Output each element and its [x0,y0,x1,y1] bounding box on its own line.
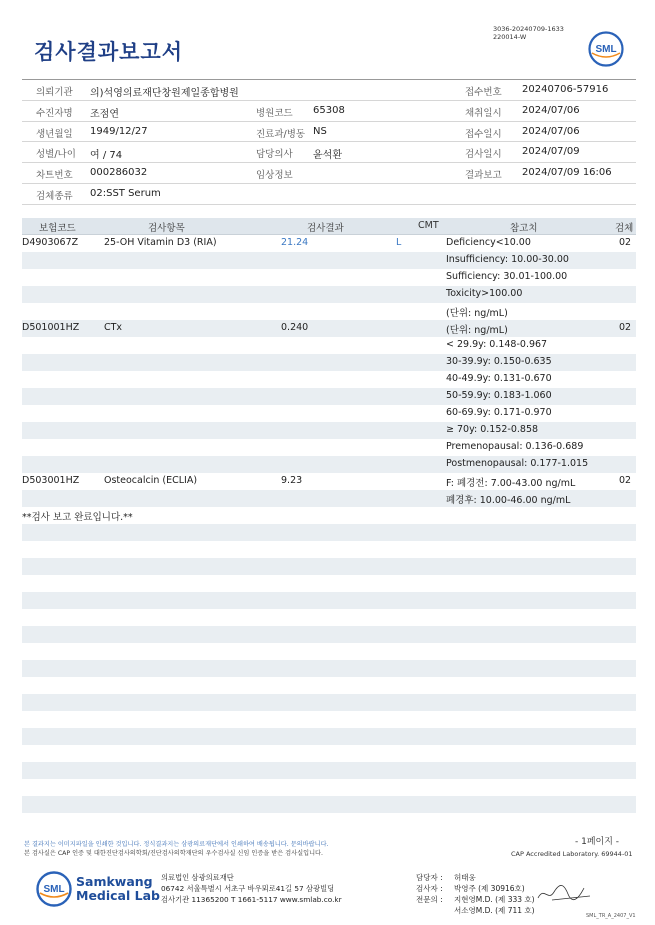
brand-line1: Samkwang [76,874,153,889]
table-row [22,320,636,337]
results-header [22,218,636,235]
cell-ref: < 29.9y: 0.148-0.967 [446,339,548,350]
table-row [22,422,636,439]
info-label: 검사일시 [465,149,502,161]
table-row [22,388,636,405]
cell-ref: Toxicity>100.00 [446,288,523,299]
blank-row [22,575,636,592]
staff-value: 허태웅 [454,873,476,882]
blank-row [22,626,636,643]
table-row [22,337,636,354]
header-value: 검사결과 [307,223,344,234]
sml-circle-icon [36,871,72,907]
info-row [22,101,636,122]
info-value: 조점연 [90,108,119,120]
staff-value: 서소영M.D. (제 711 호) [454,906,535,915]
cell-ref: 폐경후: 10.00-46.00 ng/mL [446,495,571,506]
blank-row [22,796,636,813]
results-body [22,235,636,830]
table-row [22,303,636,320]
cell-ref: (단위: ng/mL) [446,325,508,336]
info-label: 결과보고 [465,170,502,182]
blank-row [22,813,636,830]
info-value: 02:SST Serum [90,187,161,199]
info-value: NS [313,125,327,137]
cell-ref: Premenopausal: 0.136-0.689 [446,441,584,452]
cell-name: 25-OH Vitamin D3 (RIA) [104,237,217,248]
cap-accreditation: CAP Accredited Laboratory. 69944-01 [511,850,633,858]
cell-ref: 40-49.9y: 0.131-0.670 [446,373,552,384]
info-label: 접수일시 [465,128,502,140]
info-value: 2024/07/09 16:06 [522,167,612,179]
cell-report: 02 [619,475,632,486]
blank-row [22,694,636,711]
blank-row [22,558,636,575]
accreditation-notice: 본 검사실은 CAP 인증 및 대한진단검사의학회/진단검사의학재단의 우수검사실 신임 인증을 받은 검사실입니다. [24,850,323,857]
cell-ref: Deficiency<10.00 [446,237,531,248]
staff-row [416,883,535,894]
signature-icon [534,880,594,908]
info-label: 채취일시 [465,107,502,119]
staff-label: 검사자 : [416,884,443,893]
lab-name: 의료법인 삼광의료재단 [161,873,234,882]
header-specimen: 검체 [615,223,634,234]
cell-ref: 50-59.9y: 0.183-1.060 [446,390,552,401]
cell-cmt: L [396,237,402,248]
table-row [22,439,636,456]
info-label: 차트번호 [36,170,73,182]
info-label: 수진자명 [36,107,73,119]
info-label: 임상정보 [256,170,293,182]
document-id-line1: 3036-20240709-1633 [493,25,564,33]
blank-row [22,524,636,541]
staff-row [416,894,535,905]
cell-ref: Insufficiency: 10.00-30.00 [446,254,569,265]
info-row [22,163,636,184]
info-label: 진료과/병동 [256,128,306,140]
table-row [22,269,636,286]
table-row [22,507,636,524]
cell-ref: F: 폐경전: 7.00-43.00 ng/mL [446,478,576,489]
results-table [22,218,636,830]
table-row [22,490,636,507]
blank-row [22,592,636,609]
sml-logo-text: SML [595,44,617,55]
report-title: 검사결과보고서 [34,40,184,64]
cell-value: 9.23 [281,475,303,486]
cell-ref: 60-69.9y: 0.171-0.970 [446,407,552,418]
table-row [22,405,636,422]
cell-code: D4903067Z [22,237,79,248]
info-value: 2024/07/06 [522,125,580,137]
sml-logo-icon [588,31,624,67]
blank-row [22,779,636,796]
info-label: 생년월일 [36,128,73,140]
patient-info-table [22,79,636,205]
table-row [22,354,636,371]
staff-value: 박영주 (제 30916호) [454,884,525,893]
staff-label: 담당자 : [416,873,443,882]
page-number: - 1페이지 - [575,837,620,847]
staff-row [416,905,535,916]
blank-row [22,609,636,626]
cell-report: 02 [619,322,632,333]
table-row [22,456,636,473]
staff-label: 전문의 : [416,895,443,904]
info-value: 윤석환 [313,150,342,162]
brand-name [76,875,160,903]
image-print-notice: 본 결과지는 이미지파일을 인쇄한 것입니다. 정식결과지는 삼광의료재단에서 인쇄하여 배송됩니다. 문의바랍니다. [24,841,329,848]
info-label: 의뢰기관 [36,87,73,98]
table-row [22,473,636,490]
info-value: 20240706-57916 [522,84,609,95]
info-row [22,184,636,205]
blank-row [22,660,636,677]
info-value: 2024/07/09 [522,146,580,158]
cell-value: 21.24 [281,237,309,248]
info-row [22,142,636,163]
header-name: 검사항목 [148,223,185,234]
document-id-line2: 220014-W [493,33,527,41]
info-label: 검체종류 [36,190,73,202]
info-row [22,80,636,101]
info-row [22,122,636,143]
cell-ref: Sufficiency: 30.01-100.00 [446,271,568,282]
document-id [493,25,564,41]
cell-ref: 30-39.9y: 0.150-0.635 [446,356,552,367]
table-row [22,252,636,269]
info-value: 1949/12/27 [90,125,148,137]
staff-value: 지현영M.D. (제 333 호) [454,895,535,904]
brand-line2: Medical Lab [76,888,160,903]
blank-row [22,541,636,558]
form-code: SML_TR_A_2407_V1 [586,913,636,919]
blank-row [22,762,636,779]
table-row [22,286,636,303]
footer-notes [24,840,329,858]
info-label: 접수번호 [465,87,502,98]
staff-row [416,872,535,883]
cell-ref: Postmenopausal: 0.177-1.015 [446,458,589,469]
cell-report: 02 [619,237,632,248]
blank-row [22,677,636,694]
header-code: 보험코드 [39,223,76,234]
blank-row [22,745,636,762]
info-value: 65308 [313,104,345,116]
info-value: 2024/07/06 [522,104,580,116]
blank-row [22,728,636,745]
table-row [22,371,636,388]
header-reference: 참고치 [510,223,538,234]
cell-name: CTx [104,322,123,333]
cell-ref: (단위: ng/mL) [446,308,508,319]
lab-contact: 검사기관 11365200 T 1661-5117 www.smlab.co.kr [161,895,342,904]
sml-circle-text: SML [43,884,65,895]
lab-street: 06742 서울특별시 서초구 바우뫼로41길 57 삼광빌딩 [161,884,335,893]
cell-code: **검사 보고 완료입니다.** [22,512,133,523]
header-cmt: CMT [418,220,439,231]
cell-code: D501001HZ [22,322,80,333]
info-value: 000286032 [90,167,148,179]
blank-row [22,643,636,660]
cell-code: D503001HZ [22,475,80,486]
cell-name: Osteocalcin (ECLIA) [104,475,198,486]
cell-ref: ≥ 70y: 0.152-0.858 [446,424,539,435]
info-label: 성별/나이 [36,149,76,161]
info-value: 여 / 74 [90,150,123,162]
staff-list [416,872,535,916]
info-label: 병원코드 [256,107,293,119]
info-value: 의)석영의료재단창원제일종합병원 [90,88,239,99]
blank-row [22,711,636,728]
lab-address [161,872,342,905]
table-row [22,235,636,252]
cell-value: 0.240 [281,322,309,333]
info-label: 담당의사 [256,149,293,161]
